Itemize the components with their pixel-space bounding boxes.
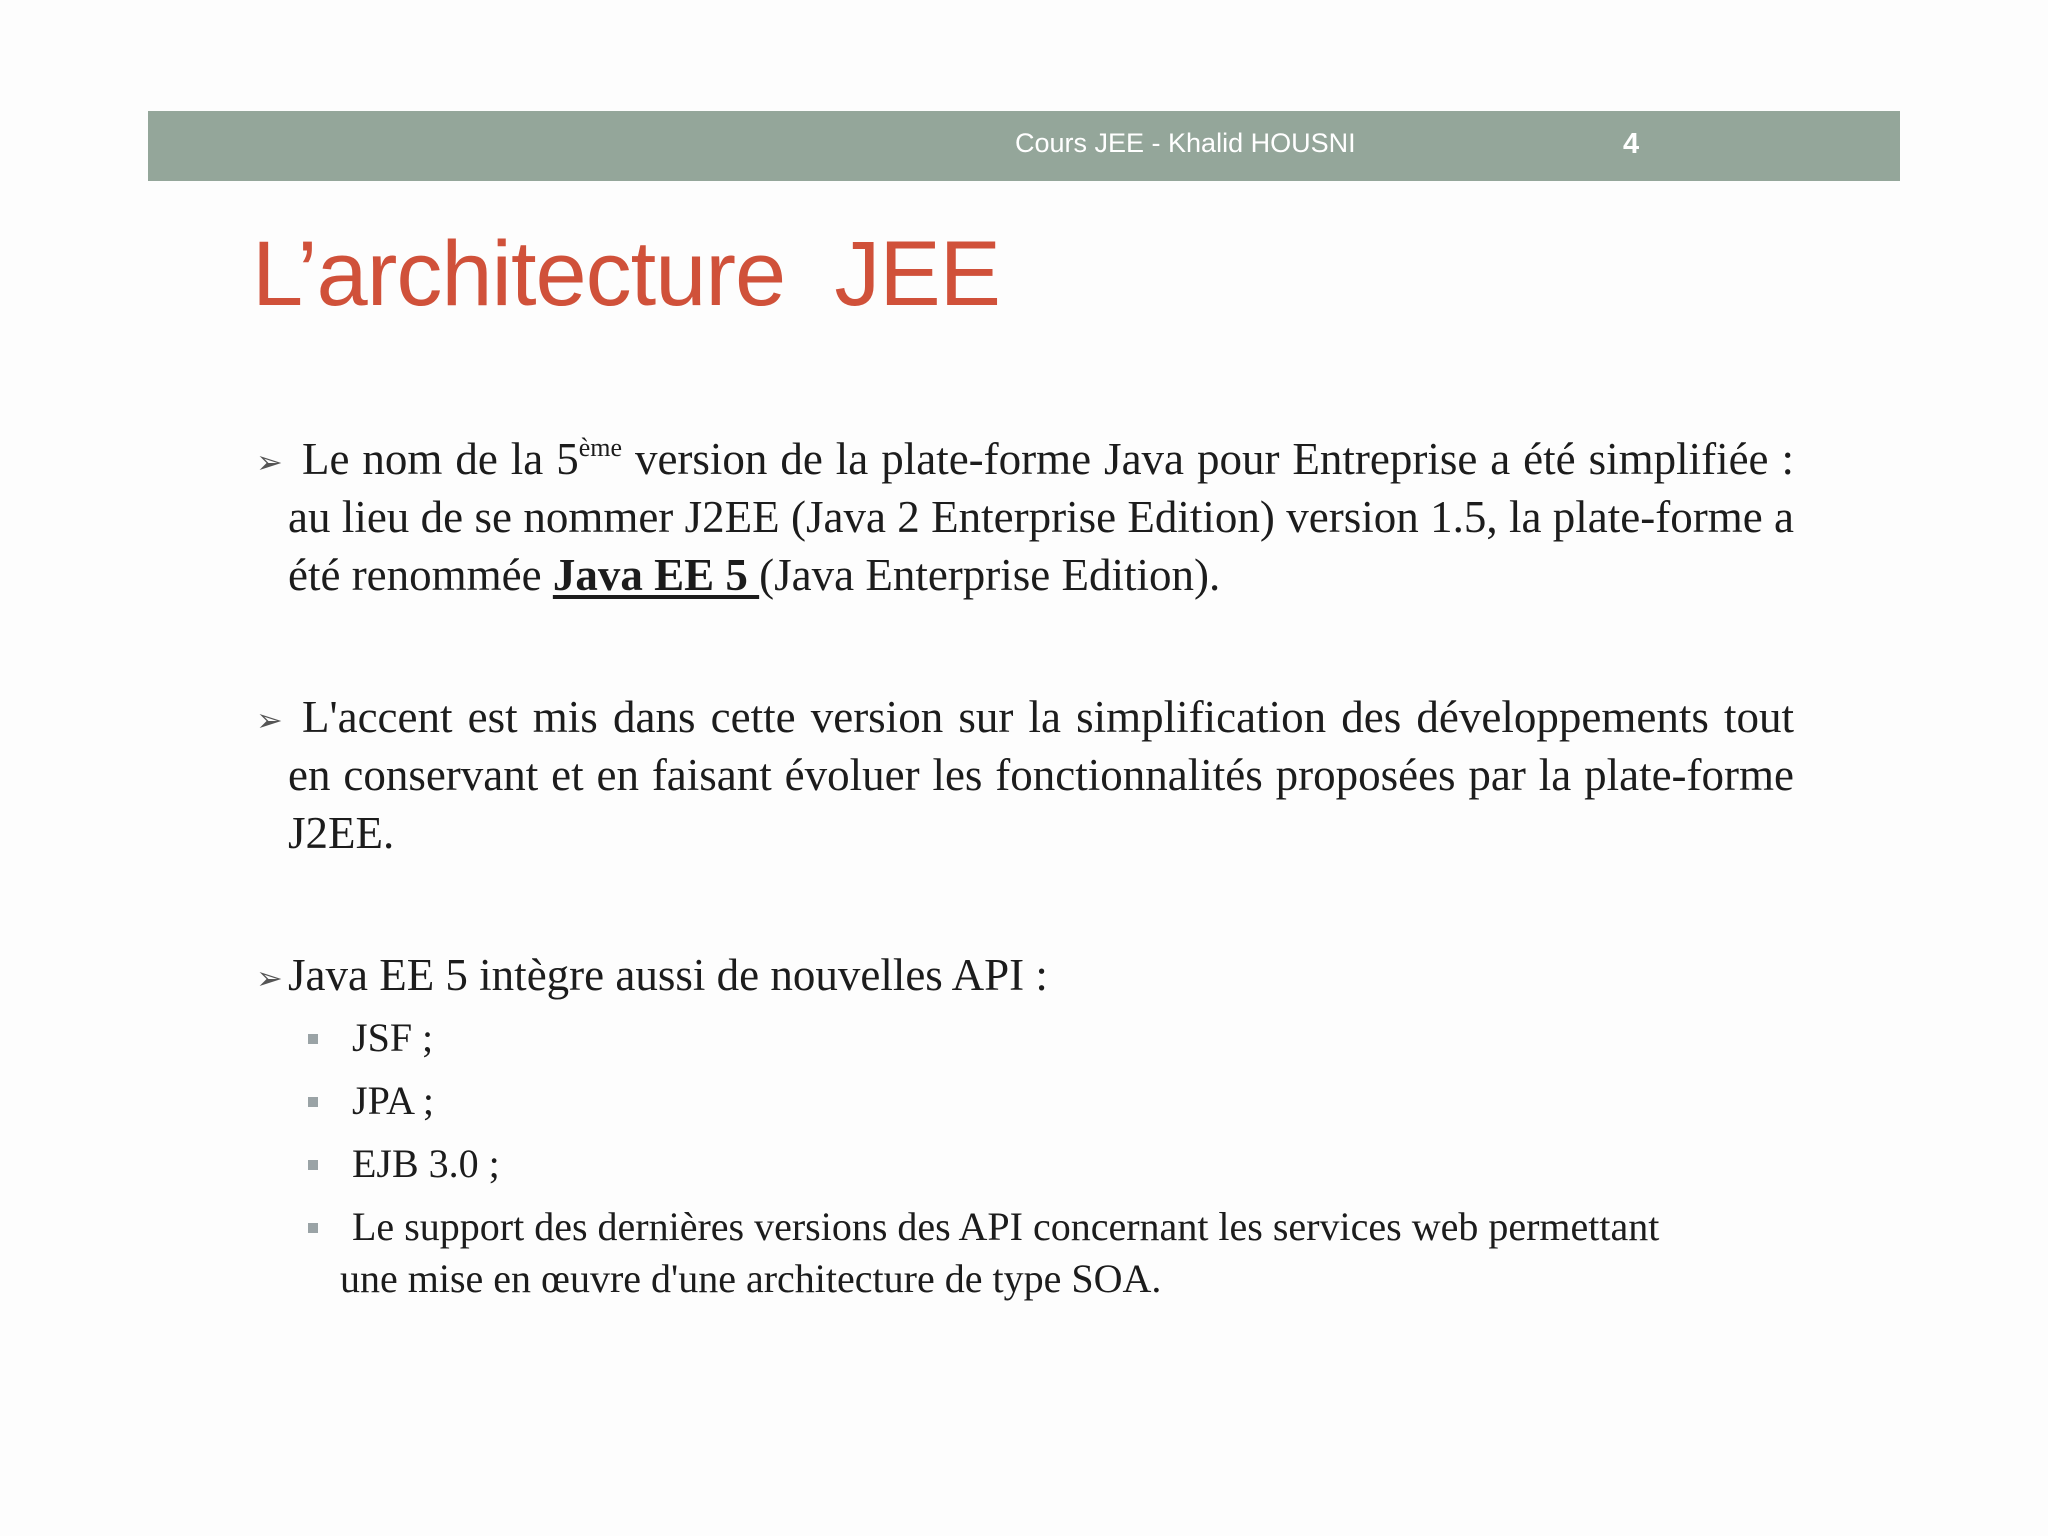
- java-ee-5-emphasis: Java EE 5: [552, 550, 760, 600]
- bullet-1-text-a: Le nom de la 5: [302, 434, 579, 484]
- bullet-paragraph-2: L'accent est mis dans cette version sur la simplification des développements tout en conservant et en faisant évoluer les fonctionnalités proposées par la plate-forme J2EE.: [288, 692, 1794, 858]
- bullet-1-text-b: version de la plate-forme Java pour Entreprise a été simplifiée : au lieu de se nommer J2EE (Java 2 Enterprise Edition) version 1.5, la plate-forme a été renommée: [288, 434, 1794, 600]
- arrow-bullet-icon: ➢: [256, 443, 283, 481]
- sub-item-jpa: JPA ;: [352, 1078, 434, 1123]
- arrow-bullet-icon: ➢: [256, 701, 283, 739]
- square-bullet-icon: [308, 1223, 318, 1233]
- slide-title: L’architecture JEE: [252, 223, 1001, 325]
- sub-item-jsf: JSF ;: [352, 1015, 434, 1060]
- page-number: 4: [1623, 128, 1640, 160]
- bullet-1-superscript: ème: [578, 433, 623, 462]
- sub-item-web-services: Le support des dernières versions des API concernant les services web permettant: [352, 1204, 1660, 1249]
- square-bullet-icon: [308, 1160, 318, 1170]
- sub-item-web-services-continued: une mise en œuvre d'une architecture de type SOA.: [340, 1256, 1162, 1301]
- header-course-label: Cours JEE - Khalid HOUSNI: [1015, 128, 1356, 158]
- square-bullet-icon: [308, 1097, 318, 1107]
- bullet-1-text-c: (Java Enterprise Edition).: [759, 550, 1221, 600]
- arrow-bullet-icon: ➢: [256, 959, 283, 997]
- bullet-paragraph-3: Java EE 5 intègre aussi de nouvelles API :: [288, 950, 1048, 1000]
- sub-item-ejb: EJB 3.0 ;: [352, 1141, 500, 1186]
- square-bullet-icon: [308, 1034, 318, 1044]
- bullet-paragraph-1: [288, 430, 1794, 604]
